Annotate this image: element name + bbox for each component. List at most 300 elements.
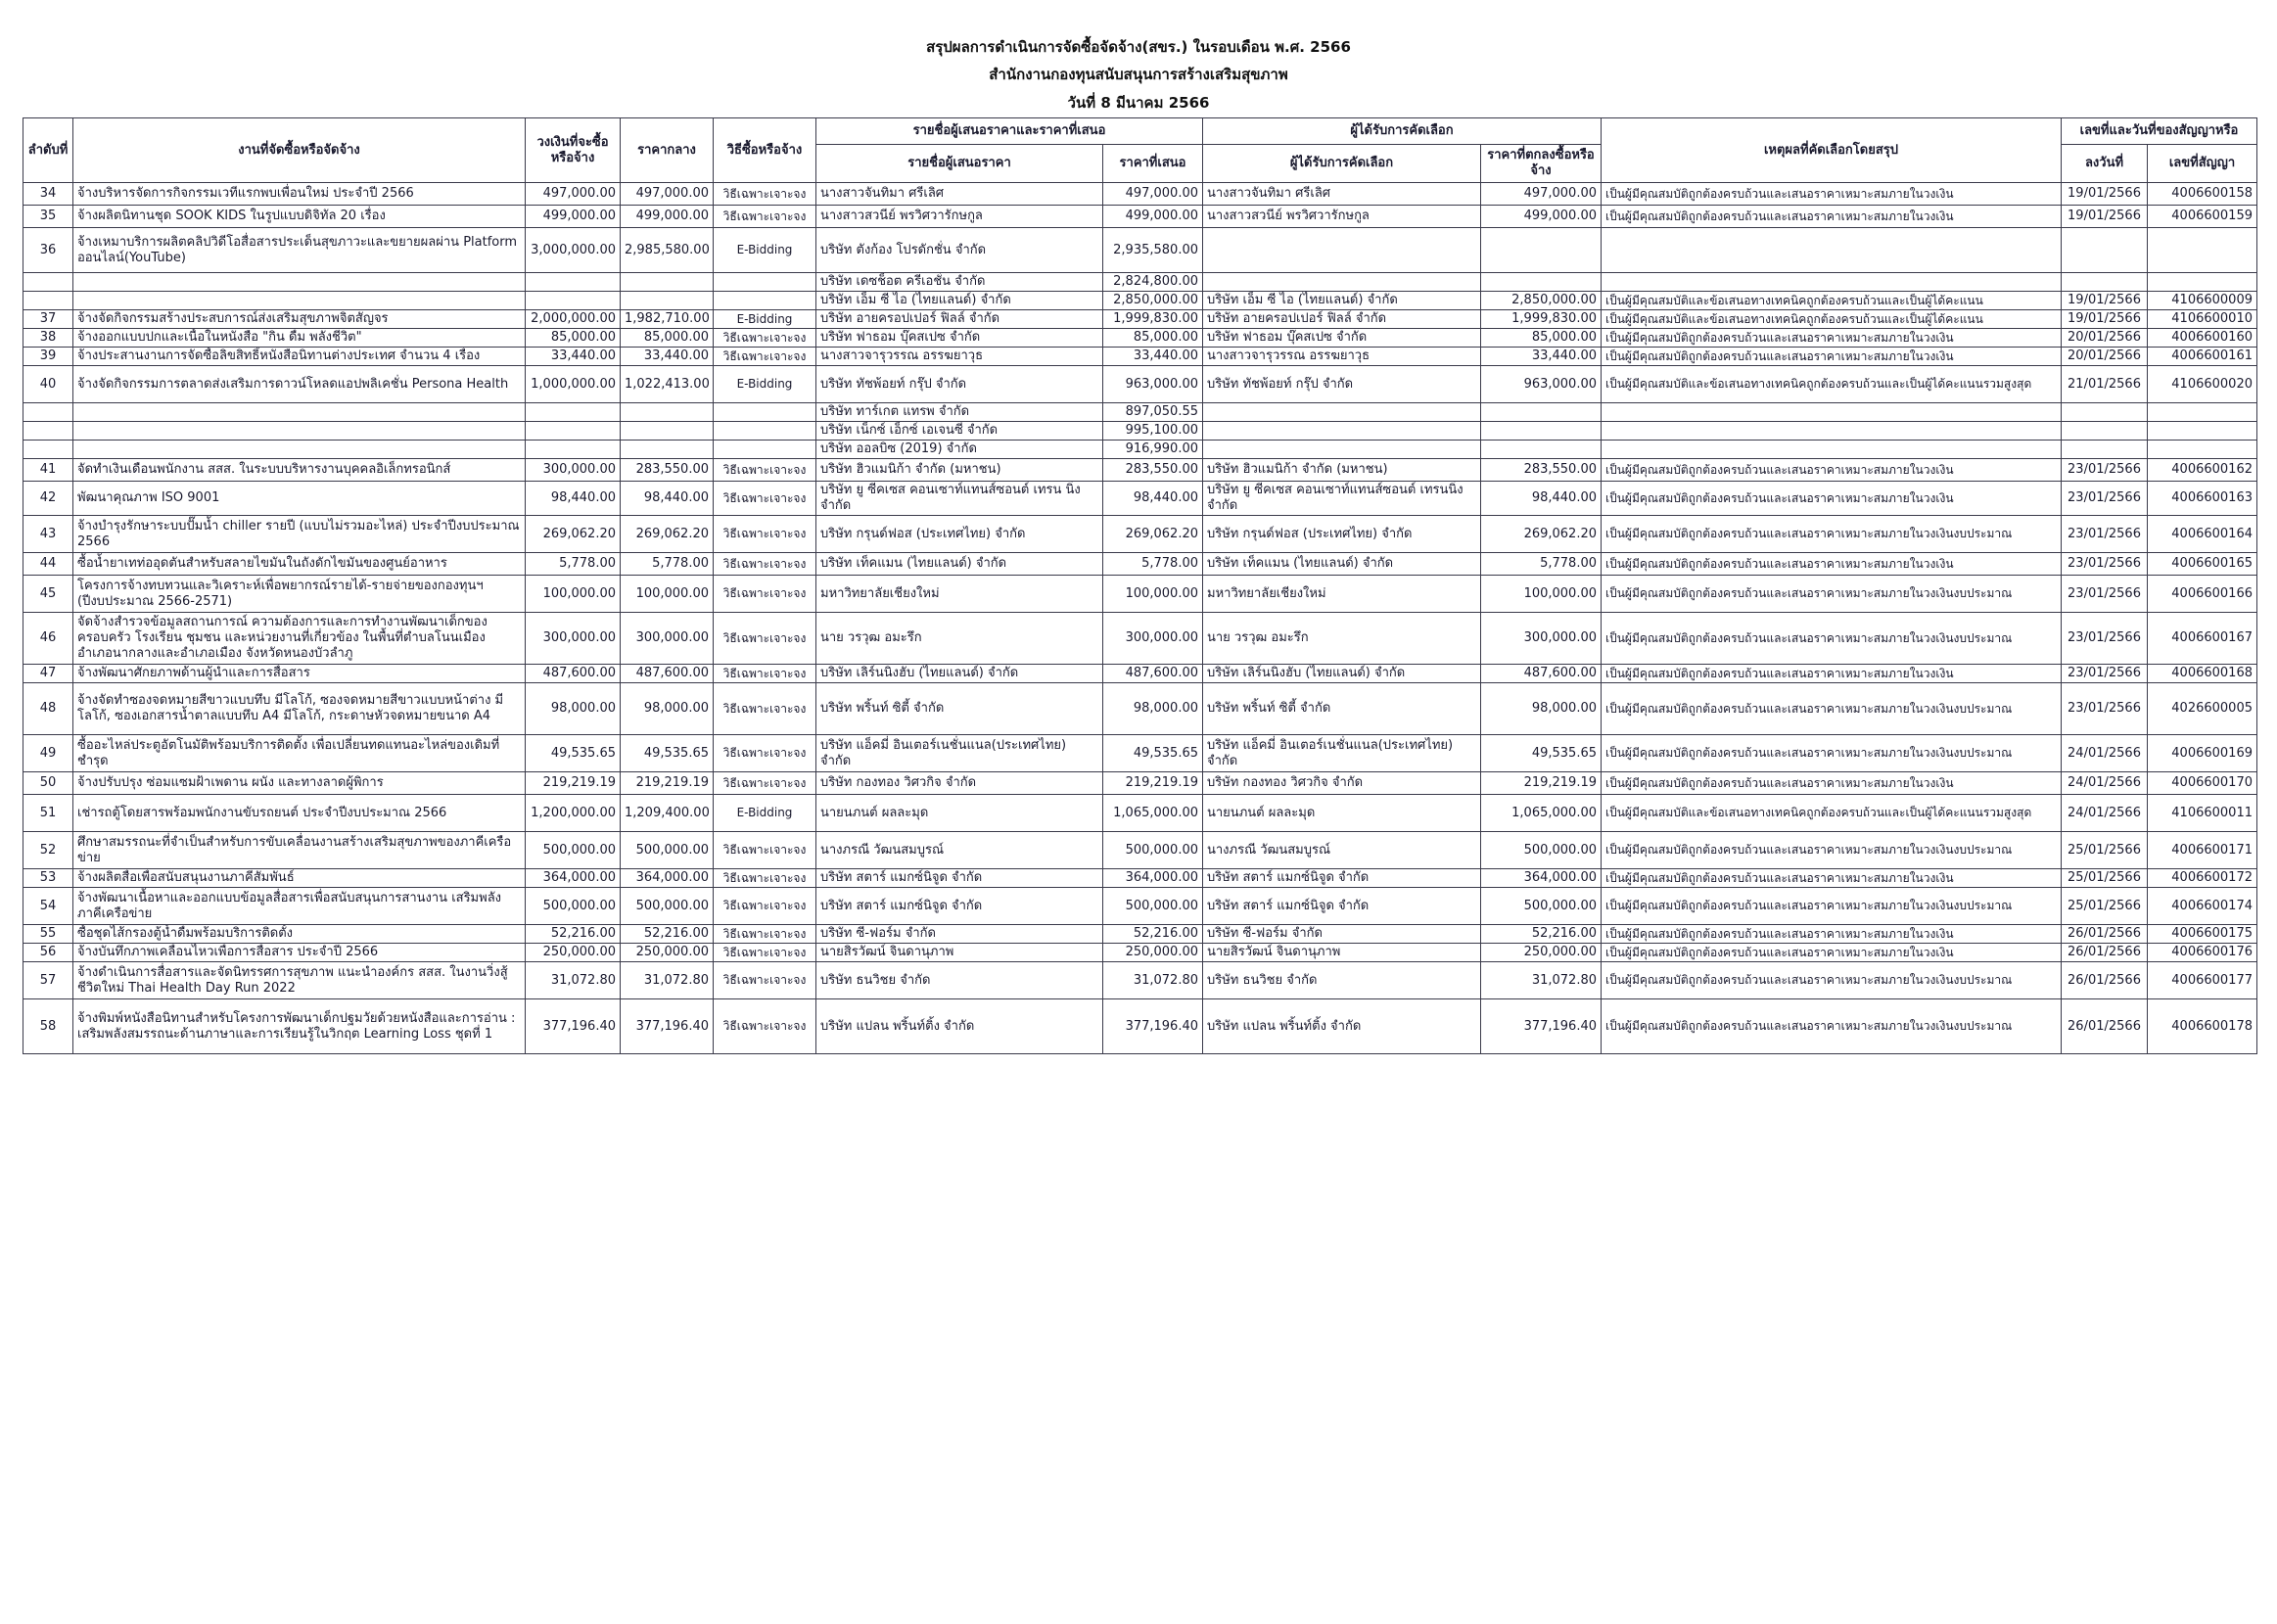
- table-row: [23, 516, 2257, 553]
- row-number: 50: [23, 772, 73, 795]
- bidder-name-cell: บริษัท กรุนด์ฟอส (ประเทศไทย) จำกัด: [816, 516, 1103, 553]
- contract-date-cell: 19/01/2566: [2062, 206, 2148, 228]
- contract-date-cell: 23/01/2566: [2062, 613, 2148, 665]
- agreed-price-cell: [1481, 273, 1602, 292]
- col-header-agreed-price: ราคาที่ตกลงซื้อหรือจ้าง: [1481, 145, 1602, 183]
- reason-cell: เป็นผู้มีคุณสมบัติถูกต้องครบถ้วนและเสนอราคาเหมาะสมภายในวงเงิน: [1602, 329, 2062, 348]
- row-number: 53: [23, 869, 73, 888]
- task-cell: พัฒนาคุณภาพ ISO 9001: [73, 482, 526, 516]
- bidder-name-cell: บริษัท ซี-ฟอร์ม จำกัด: [816, 925, 1103, 944]
- method-cell: วิธีเฉพาะเจาะจง: [714, 832, 816, 869]
- bidder-name-cell: บริษัท สตาร์ แมกซ์นิจูด จำกัด: [816, 888, 1103, 925]
- agreed-price-cell: 269,062.20: [1481, 516, 1602, 553]
- contract-date-cell: [2062, 273, 2148, 292]
- table-row: [23, 925, 2257, 944]
- bid-price-cell: 52,216.00: [1103, 925, 1203, 944]
- contract-date-cell: 21/01/2566: [2062, 366, 2148, 403]
- median-price-cell: 2,985,580.00: [621, 228, 714, 273]
- reason-cell: เป็นผู้มีคุณสมบัติถูกต้องครบถ้วนและเสนอราคาเหมาะสมภายในวงเงินงบประมาณ: [1602, 576, 2062, 613]
- reason-cell: เป็นผู้มีคุณสมบัติถูกต้องครบถ้วนและเสนอราคาเหมาะสมภายในวงเงินงบประมาณ: [1602, 613, 2062, 665]
- agreed-price-cell: [1481, 441, 1602, 459]
- agreed-price-cell: 250,000.00: [1481, 944, 1602, 962]
- contract-no-cell: [2148, 403, 2257, 422]
- contract-no-cell: 4106600011: [2148, 795, 2257, 832]
- contract-date-cell: [2062, 422, 2148, 441]
- task-cell: จ้างจัดทำซองจดหมายสีขาวแบบทึบ มีโลโก้, ซองจดหมายสีขาวแบบหน้าต่าง มีโลโก้, ซองเอกสารน้ำตาลแบบทึบ A4 มีโลโก้, กระดาษหัวจดหมายขนาด A4: [73, 683, 526, 735]
- selected-name-cell: บริษัท ธนวิชย จำกัด: [1203, 962, 1481, 999]
- bid-price-cell: 963,000.00: [1103, 366, 1203, 403]
- contract-no-cell: 4006600162: [2148, 459, 2257, 482]
- median-price-cell: 98,000.00: [621, 683, 714, 735]
- method-cell: วิธีเฉพาะเจาะจง: [714, 772, 816, 795]
- bid-price-cell: 269,062.20: [1103, 516, 1203, 553]
- agreed-price-cell: 31,072.80: [1481, 962, 1602, 999]
- col-group-selected: ผู้ได้รับการคัดเลือก: [1203, 118, 1602, 145]
- reason-cell: เป็นผู้มีคุณสมบัติถูกต้องครบถ้วนและเสนอราคาเหมาะสมภายในวงเงิน: [1602, 206, 2062, 228]
- method-cell: E-Bidding: [714, 366, 816, 403]
- reason-cell: เป็นผู้มีคุณสมบัติถูกต้องครบถ้วนและเสนอราคาเหมาะสมภายในวงเงิน: [1602, 944, 2062, 962]
- table-row: [23, 441, 2257, 459]
- contract-no-cell: 4006600164: [2148, 516, 2257, 553]
- method-cell: E-Bidding: [714, 795, 816, 832]
- selected-name-cell: มหาวิทยาลัยเชียงใหม่: [1203, 576, 1481, 613]
- row-number: [23, 292, 73, 310]
- bidder-name-cell: บริษัท ตังก้อง โปรดักชั่น จำกัด: [816, 228, 1103, 273]
- row-number: 38: [23, 329, 73, 348]
- table-row: [23, 832, 2257, 869]
- bid-price-cell: 31,072.80: [1103, 962, 1203, 999]
- task-cell: จ้างออกแบบปกและเนื้อในหนังสือ "กิน ดื่ม พลังชีวิต": [73, 329, 526, 348]
- row-number: [23, 422, 73, 441]
- budget-cell: 300,000.00: [526, 613, 621, 665]
- median-price-cell: 269,062.20: [621, 516, 714, 553]
- contract-date-cell: 23/01/2566: [2062, 665, 2148, 683]
- table-row: [23, 422, 2257, 441]
- task-cell: จ้างพิมพ์หนังสือนิทานสำหรับโครงการพัฒนาเด็กปฐมวัยด้วยหนังสือและการอ่าน : เสริมพลังสมรรถนะด้านภาษาและการเรียนรู้ในวิกฤต Learning Loss ชุดที่ 1: [73, 999, 526, 1054]
- col-header-contract-date: ลงวันที่: [2062, 145, 2148, 183]
- method-cell: วิธีเฉพาะเจาะจง: [714, 183, 816, 206]
- row-number: [23, 403, 73, 422]
- contract-date-cell: 25/01/2566: [2062, 832, 2148, 869]
- method-cell: [714, 273, 816, 292]
- budget-cell: 300,000.00: [526, 459, 621, 482]
- method-cell: วิธีเฉพาะเจาะจง: [714, 459, 816, 482]
- bid-price-cell: 916,990.00: [1103, 441, 1203, 459]
- contract-no-cell: 4006600168: [2148, 665, 2257, 683]
- row-number: 45: [23, 576, 73, 613]
- contract-no-cell: 4006600171: [2148, 832, 2257, 869]
- contract-date-cell: 24/01/2566: [2062, 735, 2148, 772]
- selected-name-cell: [1203, 273, 1481, 292]
- col-header-contract-no: เลขที่สัญญา: [2148, 145, 2257, 183]
- task-cell: จัดจ้างสำรวจข้อมูลสถานการณ์ ความต้องการและการทำงานพัฒนาเด็กของครอบครัว โรงเรียน ชุมชน และหน่วยงานที่เกี่ยวข้อง ในพื้นที่ตำบลโนนเมือง อำเภอนากลางและอำเภอเมือง จังหวัดหนองบัวลำภู: [73, 613, 526, 665]
- budget-cell: [526, 422, 621, 441]
- table-row: [23, 962, 2257, 999]
- task-cell: ซื้อชุดไส้กรองตู้น้ำดื่มพร้อมบริการติดตั้ง: [73, 925, 526, 944]
- bidder-name-cell: บริษัท ฮิวแมนิก้า จำกัด (มหาชน): [816, 459, 1103, 482]
- table-row: [23, 310, 2257, 329]
- selected-name-cell: นางสาวสวนีย์ พรวิศวารักษกูล: [1203, 206, 1481, 228]
- method-cell: วิธีเฉพาะเจาะจง: [714, 329, 816, 348]
- reason-cell: เป็นผู้มีคุณสมบัติและข้อเสนอทางเทคนิคถูกต้องครบถ้วนและเป็นผู้ได้คะแนนรวมสูงสุด: [1602, 366, 2062, 403]
- budget-cell: 49,535.65: [526, 735, 621, 772]
- task-cell: จ้างบำรุงรักษาระบบปั๊มน้ำ chiller รายปี (แบบไม่รวมอะไหล่) ประจำปีงบประมาณ 2566: [73, 516, 526, 553]
- col-header-bid-price: ราคาที่เสนอ: [1103, 145, 1203, 183]
- bidder-name-cell: นางภรณี วัฒนสมบูรณ์: [816, 832, 1103, 869]
- bidder-name-cell: บริษัท ธนวิชย จำกัด: [816, 962, 1103, 999]
- selected-name-cell: [1203, 422, 1481, 441]
- contract-no-cell: 4006600165: [2148, 553, 2257, 576]
- table-row: [23, 329, 2257, 348]
- method-cell: วิธีเฉพาะเจาะจง: [714, 944, 816, 962]
- selected-name-cell: บริษัท สตาร์ แมกซ์นิจูด จำกัด: [1203, 888, 1481, 925]
- bidder-name-cell: นางสาวจารุวรรณ อรรฆยาวุธ: [816, 348, 1103, 366]
- contract-date-cell: 23/01/2566: [2062, 683, 2148, 735]
- contract-date-cell: 26/01/2566: [2062, 962, 2148, 999]
- budget-cell: 500,000.00: [526, 832, 621, 869]
- table-row: [23, 206, 2257, 228]
- task-cell: จ้างเหมาบริการผลิตคลิปวิดีโอสื่อสารประเด็นสุขภาวะและขยายผลผ่าน Platform ออนไลน์(YouTube): [73, 228, 526, 273]
- contract-date-cell: 23/01/2566: [2062, 576, 2148, 613]
- reason-cell: เป็นผู้มีคุณสมบัติถูกต้องครบถ้วนและเสนอราคาเหมาะสมภายในวงเงิน: [1602, 925, 2062, 944]
- bid-price-cell: 2,824,800.00: [1103, 273, 1203, 292]
- task-cell: จ้างผลิตนิทานชุด SOOK KIDS ในรูปแบบดิจิทัล 20 เรื่อง: [73, 206, 526, 228]
- row-number: 41: [23, 459, 73, 482]
- budget-cell: 1,200,000.00: [526, 795, 621, 832]
- bidder-name-cell: นายนภนต์ ผลละมุด: [816, 795, 1103, 832]
- col-group-bidders: รายชื่อผู้เสนอราคาและราคาที่เสนอ: [816, 118, 1203, 145]
- budget-cell: 100,000.00: [526, 576, 621, 613]
- median-price-cell: 377,196.40: [621, 999, 714, 1054]
- row-number: 56: [23, 944, 73, 962]
- table-row: [23, 348, 2257, 366]
- selected-name-cell: บริษัท เท็คแมน (ไทยแลนด์) จำกัด: [1203, 553, 1481, 576]
- budget-cell: 2,000,000.00: [526, 310, 621, 329]
- table-row: [23, 613, 2257, 665]
- bid-price-cell: 377,196.40: [1103, 999, 1203, 1054]
- median-price-cell: 1,022,413.00: [621, 366, 714, 403]
- reason-cell: [1602, 403, 2062, 422]
- median-price-cell: 500,000.00: [621, 888, 714, 925]
- method-cell: วิธีเฉพาะเจาะจง: [714, 925, 816, 944]
- median-price-cell: 300,000.00: [621, 613, 714, 665]
- contract-date-cell: [2062, 228, 2148, 273]
- reason-cell: เป็นผู้มีคุณสมบัติถูกต้องครบถ้วนและเสนอราคาเหมาะสมภายในวงเงินงบประมาณ: [1602, 999, 2062, 1054]
- col-group-contract: เลขที่และวันที่ของสัญญาหรือ: [2062, 118, 2257, 145]
- contract-date-cell: 24/01/2566: [2062, 795, 2148, 832]
- median-price-cell: 33,440.00: [621, 348, 714, 366]
- contract-date-cell: 23/01/2566: [2062, 459, 2148, 482]
- selected-name-cell: บริษัท กรุนด์ฟอส (ประเทศไทย) จำกัด: [1203, 516, 1481, 553]
- row-number: 49: [23, 735, 73, 772]
- reason-cell: [1602, 273, 2062, 292]
- median-price-cell: 52,216.00: [621, 925, 714, 944]
- bid-price-cell: 1,065,000.00: [1103, 795, 1203, 832]
- agreed-price-cell: 500,000.00: [1481, 888, 1602, 925]
- agreed-price-cell: 364,000.00: [1481, 869, 1602, 888]
- contract-no-cell: [2148, 228, 2257, 273]
- median-price-cell: 497,000.00: [621, 183, 714, 206]
- agreed-price-cell: 1,999,830.00: [1481, 310, 1602, 329]
- method-cell: วิธีเฉพาะเจาะจง: [714, 962, 816, 999]
- contract-no-cell: [2148, 441, 2257, 459]
- budget-cell: 250,000.00: [526, 944, 621, 962]
- bid-price-cell: 995,100.00: [1103, 422, 1203, 441]
- method-cell: วิธีเฉพาะเจาะจง: [714, 869, 816, 888]
- selected-name-cell: บริษัท กองทอง วิศวกิจ จำกัด: [1203, 772, 1481, 795]
- row-number: 36: [23, 228, 73, 273]
- budget-cell: 377,196.40: [526, 999, 621, 1054]
- contract-no-cell: 4006600161: [2148, 348, 2257, 366]
- row-number: 52: [23, 832, 73, 869]
- method-cell: วิธีเฉพาะเจาะจง: [714, 348, 816, 366]
- organization-name: สำนักงานกองทุนสนับสนุนการสร้างเสริมสุขภาพ: [989, 66, 1288, 83]
- contract-no-cell: 4006600175: [2148, 925, 2257, 944]
- median-price-cell: 283,550.00: [621, 459, 714, 482]
- reason-cell: เป็นผู้มีคุณสมบัติและข้อเสนอทางเทคนิคถูกต้องครบถ้วนและเป็นผู้ได้คะแนน: [1602, 292, 2062, 310]
- task-cell: ศึกษาสมรรถนะที่จำเป็นสำหรับการขับเคลื่อนงานสร้างเสริมสุขภาพของภาคีเครือข่าย: [73, 832, 526, 869]
- agreed-price-cell: 499,000.00: [1481, 206, 1602, 228]
- task-cell: จ้างดำเนินการสื่อสารและจัดนิทรรศการสุขภาพ แนะนำองค์กร สสส. ในงานวิ่งสู้ชีวิตใหม่ Thai Health Day Run 2022: [73, 962, 526, 999]
- contract-no-cell: 4006600172: [2148, 869, 2257, 888]
- task-cell: จ้างปรับปรุง ซ่อมแซมฝ้าเพดาน ผนัง และทางลาดผู้พิการ: [73, 772, 526, 795]
- median-price-cell: 49,535.65: [621, 735, 714, 772]
- budget-cell: [526, 292, 621, 310]
- contract-no-cell: 4026600005: [2148, 683, 2257, 735]
- agreed-price-cell: 2,850,000.00: [1481, 292, 1602, 310]
- bid-price-cell: 897,050.55: [1103, 403, 1203, 422]
- method-cell: วิธีเฉพาะเจาะจง: [714, 576, 816, 613]
- row-number: 46: [23, 613, 73, 665]
- table-row: [23, 999, 2257, 1054]
- reason-cell: เป็นผู้มีคุณสมบัติถูกต้องครบถ้วนและเสนอราคาเหมาะสมภายในวงเงิน: [1602, 772, 2062, 795]
- selected-name-cell: บริษัท อายครอปเปอร์ ฟิลล์ จำกัด: [1203, 310, 1481, 329]
- task-cell: [73, 422, 526, 441]
- budget-cell: 269,062.20: [526, 516, 621, 553]
- median-price-cell: 1,209,400.00: [621, 795, 714, 832]
- bidder-name-cell: นางสาวจันทิมา ศรีเลิศ: [816, 183, 1103, 206]
- table-row: [23, 228, 2257, 273]
- agreed-price-cell: 487,600.00: [1481, 665, 1602, 683]
- bid-price-cell: 499,000.00: [1103, 206, 1203, 228]
- bidder-name-cell: นาย วรวุฒ อมะรึก: [816, 613, 1103, 665]
- bidder-name-cell: บริษัท แปลน พริ้นท์ติ้ง จำกัด: [816, 999, 1103, 1054]
- median-price-cell: [621, 422, 714, 441]
- reason-cell: เป็นผู้มีคุณสมบัติถูกต้องครบถ้วนและเสนอราคาเหมาะสมภายในวงเงิน: [1602, 348, 2062, 366]
- table-row: [23, 888, 2257, 925]
- bidder-name-cell: บริษัท พริ้นท์ ซิตี้ จำกัด: [816, 683, 1103, 735]
- budget-cell: 500,000.00: [526, 888, 621, 925]
- bidder-name-cell: บริษัท ยู ซีคเซส คอนเซาท์แทนส์ซอนต์ เทรน นิ่ง จำกัด: [816, 482, 1103, 516]
- bidder-name-cell: บริษัท เดซช็อต ครีเอชั่น จำกัด: [816, 273, 1103, 292]
- table-row: [23, 366, 2257, 403]
- task-cell: เช่ารถตู้โดยสารพร้อมพนักงานขับรถยนต์ ประจำปีงบประมาณ 2566: [73, 795, 526, 832]
- contract-date-cell: 26/01/2566: [2062, 999, 2148, 1054]
- method-cell: วิธีเฉพาะเจาะจง: [714, 888, 816, 925]
- agreed-price-cell: 963,000.00: [1481, 366, 1602, 403]
- row-number: 34: [23, 183, 73, 206]
- contract-date-cell: 24/01/2566: [2062, 772, 2148, 795]
- bid-price-cell: 98,440.00: [1103, 482, 1203, 516]
- row-number: 40: [23, 366, 73, 403]
- contract-no-cell: 4006600160: [2148, 329, 2257, 348]
- contract-no-cell: 4006600176: [2148, 944, 2257, 962]
- table-body: [23, 183, 2257, 1054]
- median-price-cell: 219,219.19: [621, 772, 714, 795]
- contract-no-cell: [2148, 273, 2257, 292]
- row-number: 57: [23, 962, 73, 999]
- table-row: [23, 482, 2257, 516]
- task-cell: จ้างประสานงานการจัดซื้อลิขสิทธิ์หนังสือนิทานต่างประเทศ จำนวน 4 เรื่อง: [73, 348, 526, 366]
- task-cell: ซื้อน้ำยาเทท่ออุดตันสำหรับสลายไขมันในถังดักไขมันของศูนย์อาหาร: [73, 553, 526, 576]
- contract-date-cell: 26/01/2566: [2062, 925, 2148, 944]
- table-header: [23, 118, 2257, 183]
- budget-cell: 31,072.80: [526, 962, 621, 999]
- contract-no-cell: 4106600009: [2148, 292, 2257, 310]
- table-row: [23, 183, 2257, 206]
- selected-name-cell: บริษัท สตาร์ แมกซ์นิจูด จำกัด: [1203, 869, 1481, 888]
- reason-cell: เป็นผู้มีคุณสมบัติถูกต้องครบถ้วนและเสนอราคาเหมาะสมภายในวงเงินงบประมาณ: [1602, 962, 2062, 999]
- budget-cell: 3,000,000.00: [526, 228, 621, 273]
- reason-cell: เป็นผู้มีคุณสมบัติถูกต้องครบถ้วนและเสนอราคาเหมาะสมภายในวงเงิน: [1602, 869, 2062, 888]
- task-cell: จ้างพัฒนาศักยภาพด้านผู้นำและการสื่อสาร: [73, 665, 526, 683]
- table-row: [23, 553, 2257, 576]
- contract-no-cell: 4006600177: [2148, 962, 2257, 999]
- contract-date-cell: [2062, 403, 2148, 422]
- reason-cell: เป็นผู้มีคุณสมบัติถูกต้องครบถ้วนและเสนอราคาเหมาะสมภายในวงเงินงบประมาณ: [1602, 516, 2062, 553]
- selected-name-cell: บริษัท ฟาธอม บุ๊คสเปซ จำกัด: [1203, 329, 1481, 348]
- contract-date-cell: 19/01/2566: [2062, 310, 2148, 329]
- reason-cell: [1602, 441, 2062, 459]
- selected-name-cell: นางสาวจารุวรรณ อรรฆยาวุธ: [1203, 348, 1481, 366]
- agreed-price-cell: 49,535.65: [1481, 735, 1602, 772]
- selected-name-cell: บริษัท แปลน พริ้นท์ติ้ง จำกัด: [1203, 999, 1481, 1054]
- row-number: 39: [23, 348, 73, 366]
- budget-cell: 52,216.00: [526, 925, 621, 944]
- reason-cell: เป็นผู้มีคุณสมบัติถูกต้องครบถ้วนและเสนอราคาเหมาะสมภายในวงเงินงบประมาณ: [1602, 888, 2062, 925]
- agreed-price-cell: 377,196.40: [1481, 999, 1602, 1054]
- median-price-cell: 487,600.00: [621, 665, 714, 683]
- selected-name-cell: บริษัท เลิร์นนิงฮับ (ไทยแลนด์) จำกัด: [1203, 665, 1481, 683]
- budget-cell: 5,778.00: [526, 553, 621, 576]
- contract-no-cell: [2148, 422, 2257, 441]
- bid-price-cell: 364,000.00: [1103, 869, 1203, 888]
- bid-price-cell: 98,000.00: [1103, 683, 1203, 735]
- agreed-price-cell: [1481, 228, 1602, 273]
- table-row: [23, 869, 2257, 888]
- bid-price-cell: 33,440.00: [1103, 348, 1203, 366]
- agreed-price-cell: 85,000.00: [1481, 329, 1602, 348]
- contract-no-cell: 4006600163: [2148, 482, 2257, 516]
- bid-price-cell: 2,850,000.00: [1103, 292, 1203, 310]
- task-cell: [73, 273, 526, 292]
- budget-cell: 98,000.00: [526, 683, 621, 735]
- bid-price-cell: 219,219.19: [1103, 772, 1203, 795]
- median-price-cell: 250,000.00: [621, 944, 714, 962]
- selected-name-cell: บริษัท ทัชพ้อยท์ กรุ๊ป จำกัด: [1203, 366, 1481, 403]
- contract-date-cell: 23/01/2566: [2062, 553, 2148, 576]
- contract-date-cell: 25/01/2566: [2062, 888, 2148, 925]
- bid-price-cell: 487,600.00: [1103, 665, 1203, 683]
- method-cell: E-Bidding: [714, 228, 816, 273]
- reason-cell: เป็นผู้มีคุณสมบัติถูกต้องครบถ้วนและเสนอราคาเหมาะสมภายในวงเงินงบประมาณ: [1602, 832, 2062, 869]
- bidder-name-cell: นายสิรวัฒน์ จินดานุภาพ: [816, 944, 1103, 962]
- budget-cell: 487,600.00: [526, 665, 621, 683]
- median-price-cell: [621, 292, 714, 310]
- bid-price-cell: 49,535.65: [1103, 735, 1203, 772]
- bid-price-cell: 250,000.00: [1103, 944, 1203, 962]
- table-row: [23, 683, 2257, 735]
- agreed-price-cell: 98,000.00: [1481, 683, 1602, 735]
- median-price-cell: 98,440.00: [621, 482, 714, 516]
- reason-cell: เป็นผู้มีคุณสมบัติถูกต้องครบถ้วนและเสนอราคาเหมาะสมภายในวงเงินงบประมาณ: [1602, 683, 2062, 735]
- col-header-budget: วงเงินที่จะซื้อหรือจ้าง: [526, 118, 621, 183]
- reason-cell: เป็นผู้มีคุณสมบัติและข้อเสนอทางเทคนิคถูกต้องครบถ้วนและเป็นผู้ได้คะแนนรวมสูงสุด: [1602, 795, 2062, 832]
- col-header-method: วิธีซื้อหรือจ้าง: [714, 118, 816, 183]
- method-cell: E-Bidding: [714, 310, 816, 329]
- contract-date-cell: 23/01/2566: [2062, 482, 2148, 516]
- method-cell: วิธีเฉพาะเจาะจง: [714, 553, 816, 576]
- report-title: สรุปผลการดำเนินการจัดซื้อจัดจ้าง(สขร.) ในรอบเดือน พ.ศ. 2566: [926, 38, 1351, 56]
- agreed-price-cell: 283,550.00: [1481, 459, 1602, 482]
- bid-price-cell: 85,000.00: [1103, 329, 1203, 348]
- selected-name-cell: บริษัท พริ้นท์ ซิตี้ จำกัด: [1203, 683, 1481, 735]
- row-number: 44: [23, 553, 73, 576]
- contract-date-cell: [2062, 441, 2148, 459]
- table-row: [23, 459, 2257, 482]
- contract-date-cell: 25/01/2566: [2062, 869, 2148, 888]
- agreed-price-cell: 33,440.00: [1481, 348, 1602, 366]
- method-cell: วิธีเฉพาะเจาะจง: [714, 613, 816, 665]
- bidder-name-cell: บริษัท กองทอง วิศวกิจ จำกัด: [816, 772, 1103, 795]
- median-price-cell: [621, 403, 714, 422]
- agreed-price-cell: 1,065,000.00: [1481, 795, 1602, 832]
- row-number: 55: [23, 925, 73, 944]
- budget-cell: 219,219.19: [526, 772, 621, 795]
- bid-price-cell: 1,999,830.00: [1103, 310, 1203, 329]
- contract-date-cell: 19/01/2566: [2062, 183, 2148, 206]
- col-header-bidder-name: รายชื่อผู้เสนอราคา: [816, 145, 1103, 183]
- median-price-cell: 100,000.00: [621, 576, 714, 613]
- table-row: [23, 292, 2257, 310]
- selected-name-cell: นางสาวจันทิมา ศรีเลิศ: [1203, 183, 1481, 206]
- task-cell: [73, 403, 526, 422]
- method-cell: [714, 292, 816, 310]
- contract-no-cell: 4006600166: [2148, 576, 2257, 613]
- table-row: [23, 735, 2257, 772]
- table-row: [23, 665, 2257, 683]
- bid-price-cell: 500,000.00: [1103, 832, 1203, 869]
- row-number: 37: [23, 310, 73, 329]
- task-cell: [73, 441, 526, 459]
- col-header-task: งานที่จัดซื้อหรือจัดจ้าง: [73, 118, 526, 183]
- row-number: 47: [23, 665, 73, 683]
- task-cell: จ้างจัดกิจกรรมสร้างประสบการณ์ส่งเสริมสุขภาพจิตสัญจร: [73, 310, 526, 329]
- budget-cell: 85,000.00: [526, 329, 621, 348]
- bidder-name-cell: บริษัท ทัชพ้อยท์ กรุ๊ป จำกัด: [816, 366, 1103, 403]
- row-number: [23, 441, 73, 459]
- method-cell: วิธีเฉพาะเจาะจง: [714, 206, 816, 228]
- selected-name-cell: บริษัท เอ็ม ซี ไอ (ไทยแลนด์) จำกัด: [1203, 292, 1481, 310]
- selected-name-cell: บริษัท ฮิวแมนิก้า จำกัด (มหาชน): [1203, 459, 1481, 482]
- agreed-price-cell: 300,000.00: [1481, 613, 1602, 665]
- task-cell: จ้างบันทึกภาพเคลื่อนไหวเพื่อการสื่อสาร ประจำปี 2566: [73, 944, 526, 962]
- row-number: 58: [23, 999, 73, 1054]
- method-cell: [714, 403, 816, 422]
- selected-name-cell: บริษัท ซี-ฟอร์ม จำกัด: [1203, 925, 1481, 944]
- selected-name-cell: นายนภนต์ ผลละมุด: [1203, 795, 1481, 832]
- task-cell: จัดทำเงินเดือนพนักงาน สสส. ในระบบบริหารงานบุคคลอิเล็กทรอนิกส์: [73, 459, 526, 482]
